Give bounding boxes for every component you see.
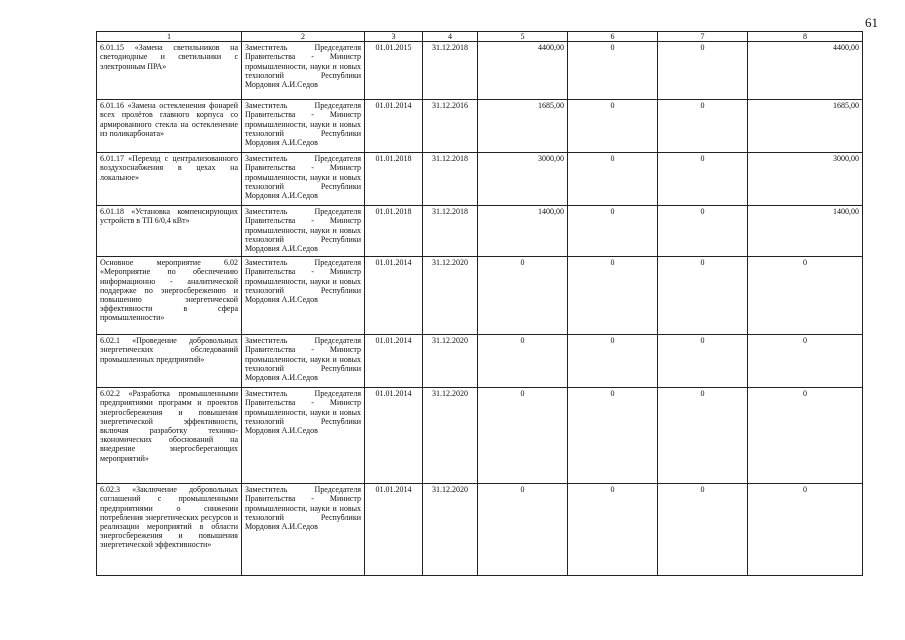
end-date: 31.12.2016 [423, 100, 478, 153]
activity-name: Основное мероприятие 6.02 «Мероприятие по обеспечению информационно - аналитической поддержке по энергосбережению и повышению энергетической эффективности в сфера промышленности» [97, 257, 242, 335]
start-date: 01.01.2014 [365, 335, 423, 388]
program-table [96, 31, 863, 576]
value-col-7: 0 [658, 388, 748, 484]
value-col-7: 0 [658, 42, 748, 100]
responsible: Заместитель Председателя Правительства - Министр промышленности, науки и новых технологий Республики Мордовия А.И.Седов [242, 257, 365, 335]
value-col-5: 0 [478, 484, 568, 576]
value-col-5: 3000,00 [478, 153, 568, 206]
value-col-6: 0 [568, 335, 658, 388]
value-col-8: 0 [748, 257, 863, 335]
start-date: 01.01.2014 [365, 484, 423, 576]
column-number: 8 [748, 32, 863, 42]
value-col-8: 1400,00 [748, 206, 863, 257]
column-number: 5 [478, 32, 568, 42]
responsible: Заместитель Председателя Правительства - Министр промышленности, науки и новых технологий Республики Мордовия А.И.Седов [242, 42, 365, 100]
value-col-5: 0 [478, 257, 568, 335]
value-col-6: 0 [568, 42, 658, 100]
end-date: 31.12.2020 [423, 335, 478, 388]
responsible: Заместитель Председателя Правительства - Министр промышленности, науки и новых технологий Республики Мордовия А.И.Седов [242, 206, 365, 257]
value-col-5: 1400,00 [478, 206, 568, 257]
table-row [97, 484, 863, 576]
value-col-8: 1685,00 [748, 100, 863, 153]
value-col-7: 0 [658, 484, 748, 576]
column-number: 4 [423, 32, 478, 42]
value-col-7: 0 [658, 100, 748, 153]
value-col-8: 4400,00 [748, 42, 863, 100]
end-date: 31.12.2020 [423, 257, 478, 335]
activity-name: 6.02.2 «Разработка промышленными предприятиями программ и проектов энергосбережения и повышения энергетической эффективности, включая разработку технико-экономических обоснований на внедрение энергосберегающих мероприятий» [97, 388, 242, 484]
value-col-8: 3000,00 [748, 153, 863, 206]
end-date: 31.12.2018 [423, 42, 478, 100]
end-date: 31.12.2018 [423, 153, 478, 206]
value-col-7: 0 [658, 257, 748, 335]
value-col-8: 0 [748, 484, 863, 576]
value-col-7: 0 [658, 153, 748, 206]
value-col-8: 0 [748, 388, 863, 484]
table-row [97, 42, 863, 100]
activity-name: 6.02.1 «Проведение добровольных энергетических обследований промышленных предприятий» [97, 335, 242, 388]
value-col-5: 0 [478, 388, 568, 484]
value-col-6: 0 [568, 257, 658, 335]
start-date: 01.01.2014 [365, 257, 423, 335]
end-date: 31.12.2020 [423, 388, 478, 484]
start-date: 01.01.2018 [365, 153, 423, 206]
table-row [97, 100, 863, 153]
responsible: Заместитель Председателя Правительства - Министр промышленности, науки и новых технологий Республики Мордовия А.И.Седов [242, 484, 365, 576]
column-number: 3 [365, 32, 423, 42]
activity-name: 6.02.3 «Заключение добровольных соглашений с промышленными предприятиями о снижении потребления энергетических ресурсов и реализации мероприятий в области энергосбережения и повышения энергетической эффективности» [97, 484, 242, 576]
responsible: Заместитель Председателя Правительства - Министр промышленности, науки и новых технологий Республики Мордовия А.И.Седов [242, 335, 365, 388]
table-row [97, 257, 863, 335]
value-col-6: 0 [568, 484, 658, 576]
end-date: 31.12.2020 [423, 484, 478, 576]
activity-name: 6.01.16 «Замена остекленения фонарей всех пролётов главного корпуса со армированного стекла на остекленение из поликарбоната» [97, 100, 242, 153]
start-date: 01.01.2014 [365, 100, 423, 153]
column-number-row [97, 32, 863, 42]
value-col-7: 0 [658, 206, 748, 257]
value-col-6: 0 [568, 100, 658, 153]
table-row [97, 206, 863, 257]
column-number: 6 [568, 32, 658, 42]
start-date: 01.01.2018 [365, 206, 423, 257]
start-date: 01.01.2015 [365, 42, 423, 100]
column-number: 7 [658, 32, 748, 42]
value-col-6: 0 [568, 206, 658, 257]
table-row [97, 335, 863, 388]
column-number: 1 [97, 32, 242, 42]
responsible: Заместитель Председателя Правительства - Министр промышленности, науки и новых технологий Республики Мордовия А.И.Седов [242, 388, 365, 484]
value-col-6: 0 [568, 153, 658, 206]
value-col-6: 0 [568, 388, 658, 484]
end-date: 31.12.2018 [423, 206, 478, 257]
start-date: 01.01.2014 [365, 388, 423, 484]
activity-name: 6.01.17 «Переход с централизованного воздухоснабжения в цехах на локальное» [97, 153, 242, 206]
activity-name: 6.01.15 «Замена светильников на светодиодные и светильники с электронным ПРА» [97, 42, 242, 100]
value-col-7: 0 [658, 335, 748, 388]
value-col-5: 0 [478, 335, 568, 388]
value-col-8: 0 [748, 335, 863, 388]
column-number: 2 [242, 32, 365, 42]
responsible: Заместитель Председателя Правительства - Министр промышленности, науки и новых технологий Республики Мордовия А.И.Седов [242, 153, 365, 206]
responsible: Заместитель Председателя Правительства - Министр промышленности, науки и новых технологий Республики Мордовия А.И.Седов [242, 100, 365, 153]
value-col-5: 1685,00 [478, 100, 568, 153]
table-row [97, 153, 863, 206]
table-row [97, 388, 863, 484]
page-number: 61 [865, 15, 878, 30]
activity-name: 6.01.18 «Установка компенсирующих устройств в ТП 6/0,4 кВт» [97, 206, 242, 257]
value-col-5: 4400,00 [478, 42, 568, 100]
